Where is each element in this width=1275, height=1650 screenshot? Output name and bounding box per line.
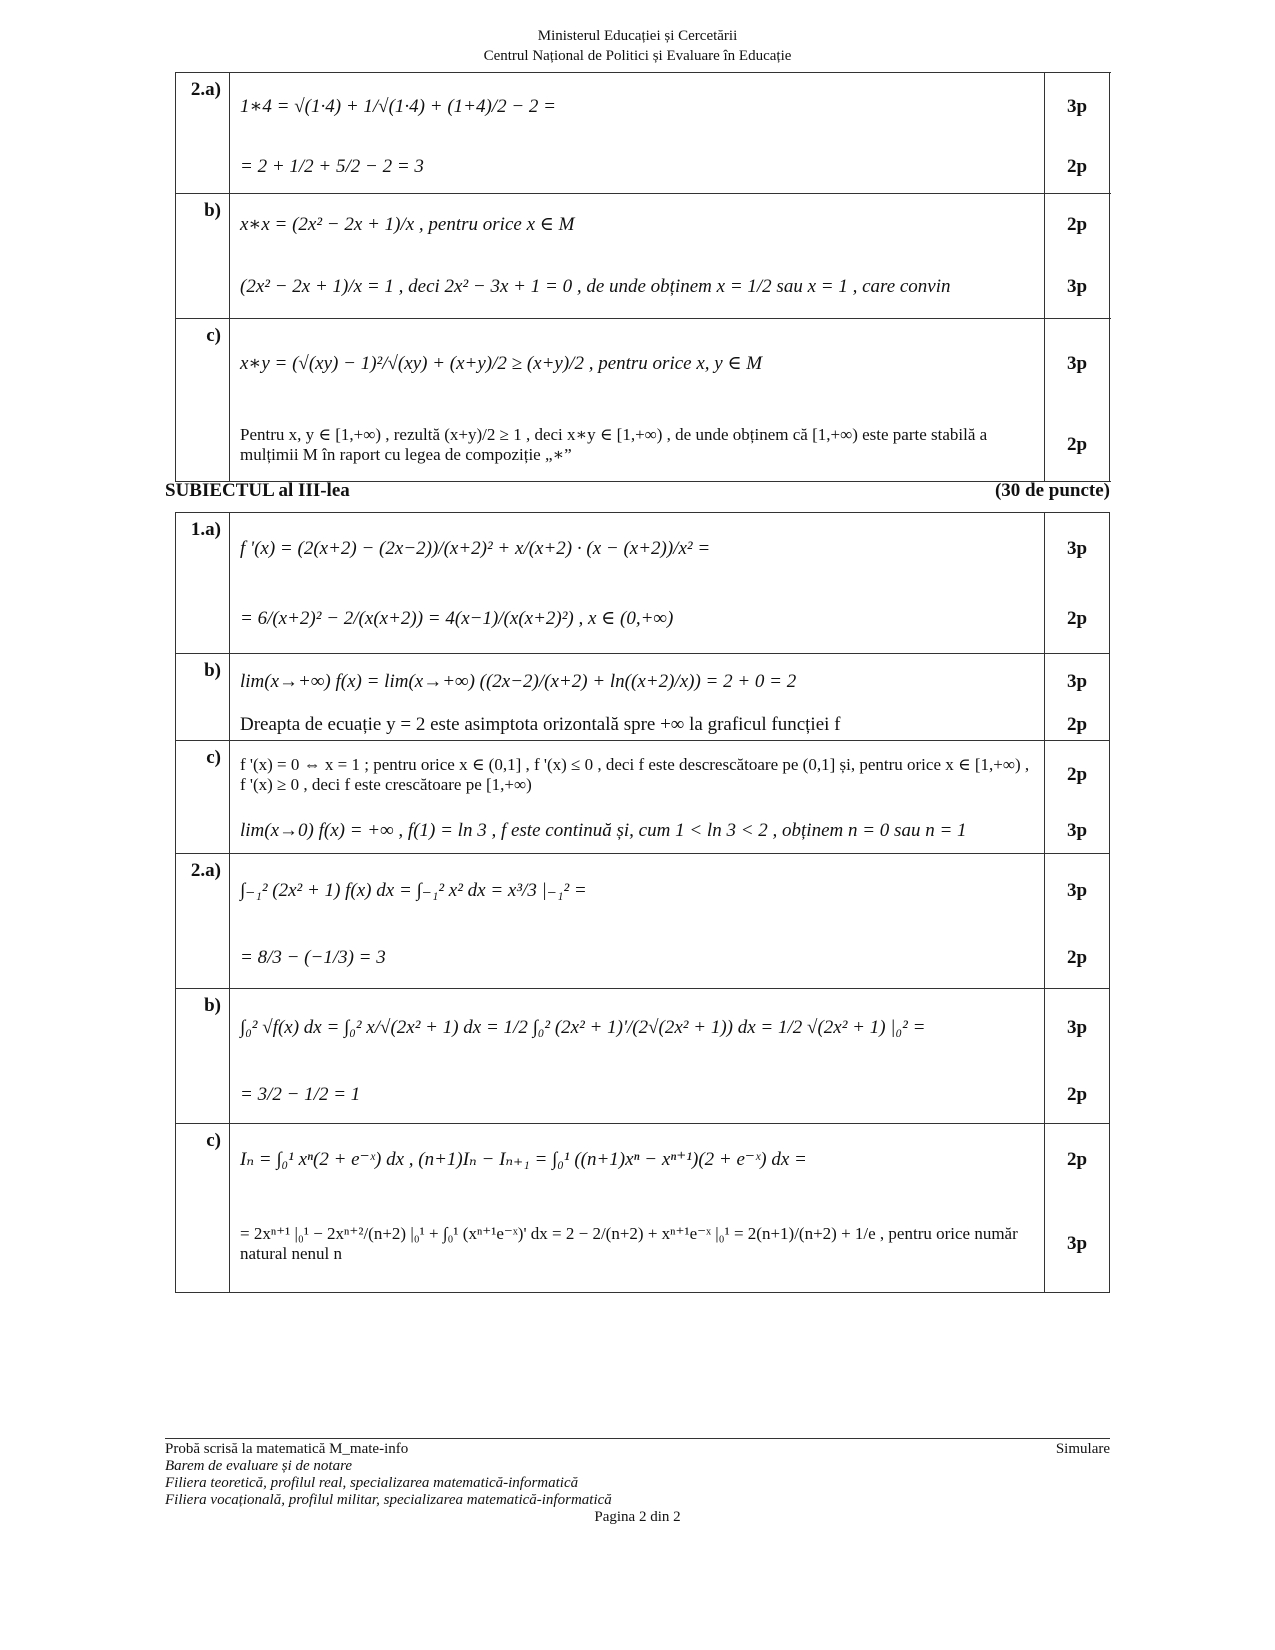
solution-line [230,194,1109,256]
item-label: c) [176,1124,230,1293]
solution-line [230,585,1109,653]
item-label: 1.a) [176,513,230,654]
solution-text: ∫₀² √f(x) dx = ∫₀² x/√(2x² + 1) dx = 1/2 ∫₀² (2x² + 1)'/(2√(2x² + 1)) dx = 1/2 √(2x² + 1) |₀² = [240,1016,926,1038]
solution-text: = 8/3 − (−1/3) = 3 [240,946,386,968]
points-value: 3p [1066,276,1088,297]
points-value: 3p [1066,96,1088,117]
footer-exam: Probă scrisă la matematică M_mate-info [165,1441,409,1457]
solution-line [230,1067,1109,1123]
footer-simulation: Simulare [1055,1441,1110,1457]
solution-text: x∗y = (√(xy) − 1)²/√(xy) + (x+y)/2 ≥ (x+y)/2 , pentru orice x, y ∈ M [240,352,763,374]
solution-line [230,319,1109,409]
solution-cell [230,654,1110,741]
points-value: 2p [1066,714,1088,735]
points-value: 2p [1066,214,1088,235]
scoring-row [176,194,1110,319]
scoring-row [176,854,1110,989]
solution-cell [230,741,1110,854]
points-value: 3p [1066,671,1088,692]
solution-line [230,854,1109,928]
solution-text: (2x² − 2x + 1)/x = 1 , deci 2x² − 3x + 1 = 0 , de unde obținem x = 1/2 sau x = 1 , care convin [240,275,951,297]
section-score: (30 de puncte) [994,480,1110,501]
footer-divider [165,1438,1110,1439]
footer-barem: Barem de evaluare și de notare [165,1458,353,1474]
scoring-row [176,513,1110,654]
points-value: 2p [1066,947,1088,968]
solution-text: lim(x→0) f(x) = +∞ , f(1) = ln 3 , f este continuă și, cum 1 < ln 3 < 2 , obținem n = 0 sau n = 1 [240,819,967,841]
solution-line [230,256,1109,318]
points-value: 2p [1066,1149,1088,1170]
solution-cell [230,194,1110,319]
solution-line [230,928,1109,988]
solution-text: = 3/2 − 1/2 = 1 [240,1083,361,1105]
solution-line [230,141,1109,193]
points-value: 2p [1066,434,1088,455]
scoring-table-part2 [175,72,1110,482]
solution-line [230,73,1109,141]
item-label: b) [176,194,230,319]
solution-line [230,513,1109,585]
solution-text: x∗x = (2x² − 2x + 1)/x , pentru orice x ∈ M [240,213,575,235]
footer-filiera-vocationala: Filiera vocațională, profilul militar, specializarea matematică-informatică [165,1492,612,1508]
item-label: 2.a) [176,854,230,989]
points-value: 3p [1066,1233,1088,1254]
points-value: 2p [1066,764,1088,785]
item-label: c) [176,319,230,482]
scoring-row [176,654,1110,741]
item-label: b) [176,654,230,741]
scoring-table-part3 [175,512,1110,1293]
solution-cell [230,513,1110,654]
solution-text: 1∗4 = √(1·4) + 1/√(1·4) + (1+4)/2 − 2 = [240,95,556,117]
points-value: 3p [1066,538,1088,559]
points-value: 2p [1066,1084,1088,1105]
points-value: 3p [1066,1017,1088,1038]
solution-text: = 2 + 1/2 + 5/2 − 2 = 3 [240,155,424,177]
scoring-row [176,1124,1110,1293]
item-label: c) [176,741,230,854]
solution-text: = 2xⁿ⁺¹ |₀¹ − 2xⁿ⁺²/(n+2) |₀¹ + ∫₀¹ (xⁿ⁺¹e⁻ˣ)' dx = 2 − 2/(n+2) + xⁿ⁺¹e⁻ˣ |₀¹ = 2(n+1)/(n+2) + 1/e , pentru orice număr natural nenul n [240,1223,1018,1263]
header-ministry: Ministerul Educației și Cercetării [537,28,738,44]
solution-text: Pentru x, y ∈ [1,+∞) , rezultă (x+y)/2 ≥ 1 , deci x∗y ∈ [1,+∞) , de unde obținem că [1,+∞) este parte stabilă a mulțimii M în raport cu legea de compoziție „∗” [240,424,988,464]
solution-cell [230,73,1110,194]
points-value: 2p [1066,608,1088,629]
solution-text: f '(x) = (2(x+2) − (2x−2))/(x+2)² + x/(x+2) · (x − (x+2))/x² = [240,537,711,559]
points-value: 3p [1066,880,1088,901]
solution-cell [230,319,1110,482]
solution-line [230,809,1109,853]
solution-line [230,989,1109,1067]
solution-line [230,1124,1109,1196]
solution-cell [230,1124,1110,1293]
scoring-row [176,319,1110,482]
footer [165,1441,1110,1526]
item-label: b) [176,989,230,1124]
points-value: 3p [1066,820,1088,841]
footer-filiera-teoretica: Filiera teoretică, profilul real, specializarea matematică-informatică [165,1475,579,1491]
solution-line [230,710,1109,740]
solution-cell [230,854,1110,989]
points-value: 3p [1066,353,1088,374]
points-value: 2p [1066,156,1088,177]
item-label: 2.a) [176,73,230,194]
solution-text: lim(x→+∞) f(x) = lim(x→+∞) ((2x−2)/(x+2) + ln((x+2)/x)) = 2 + 0 = 2 [240,670,797,692]
scoring-row [176,989,1110,1124]
section-title: SUBIECTUL al III-lea [165,480,350,501]
scoring-row [176,73,1110,194]
solution-line [230,409,1109,481]
solution-text: = 6/(x+2)² − 2/(x(x+2)) = 4(x−1)/(x(x+2)²) , x ∈ (0,+∞) [240,607,674,629]
solution-cell [230,989,1110,1124]
solution-text: Iₙ = ∫₀¹ xⁿ(2 + e⁻ˣ) dx , (n+1)Iₙ − Iₙ₊₁ = ∫₀¹ ((n+1)xⁿ − xⁿ⁺¹)(2 + e⁻ˣ) dx = [240,1148,807,1170]
scoring-row [176,741,1110,854]
solution-line [230,1196,1109,1292]
solution-line [230,654,1109,710]
solution-text: Dreapta de ecuație y = 2 este asimptota orizontală spre +∞ la graficul funcției f [240,713,841,735]
header-center: Centrul Național de Politici și Evaluare în Educație [483,48,792,64]
solution-line [230,741,1109,809]
solution-text: ∫₋₁² (2x² + 1) f(x) dx = ∫₋₁² x² dx = x³/3 |₋₁² = [240,879,587,901]
footer-page-number: Pagina 2 din 2 [594,1509,681,1525]
section-heading [165,480,1110,502]
solution-text: f '(x) = 0 ⇔ x = 1 ; pentru orice x ∈ (0,1] , f '(x) ≤ 0 , deci f este descrescătoare pe (0,1] și, pentru orice x ∈ [1,+∞) , f '(x) ≥ 0 , deci f este crescătoare pe [1,+∞) [240,754,1030,794]
